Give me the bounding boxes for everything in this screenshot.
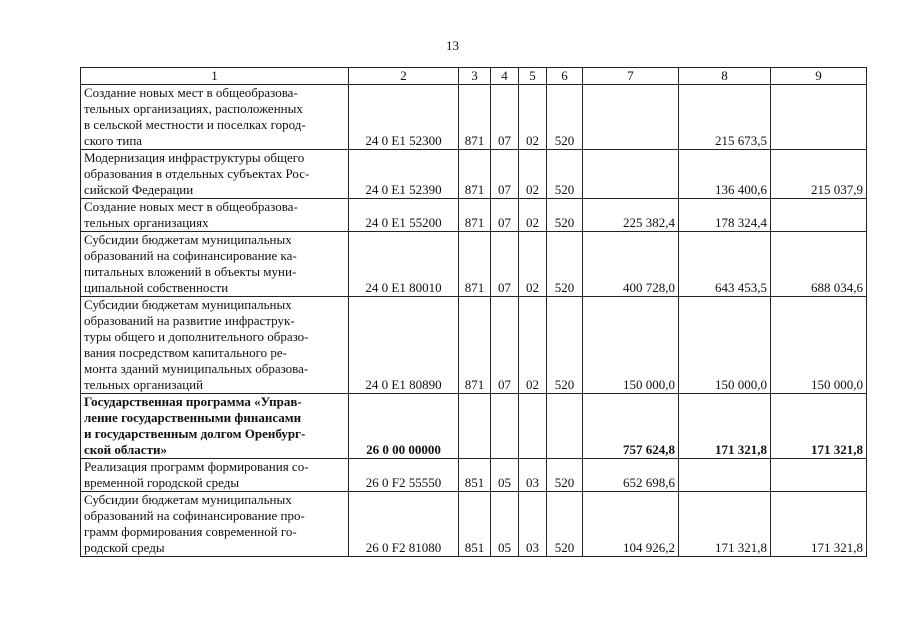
- row-col3: [459, 394, 491, 459]
- row-name: Создание новых мест в общеобразова- тельных организациях, расположенных в сельской местности и поселках город- ского типа: [81, 85, 349, 150]
- row-code: 24 0 E1 52300: [349, 85, 459, 150]
- row-col5: 02: [519, 85, 547, 150]
- row-amount-9: 171 321,8: [771, 394, 867, 459]
- column-header-5: 5: [519, 68, 547, 85]
- row-amount-7: [583, 85, 679, 150]
- row-col5: 02: [519, 232, 547, 297]
- row-code: 24 0 E1 55200: [349, 199, 459, 232]
- table-row: [81, 85, 867, 150]
- row-code: 26 0 F2 81080: [349, 492, 459, 557]
- row-name: Государственная программа «Управ- ление государственными финансами и государственным долгом Оренбург- ской области»: [81, 394, 349, 459]
- table-row: [81, 394, 867, 459]
- row-amount-8: [679, 459, 771, 492]
- column-header-7: 7: [583, 68, 679, 85]
- row-amount-9: [771, 85, 867, 150]
- row-name: Реализация программ формирования со- временной городской среды: [81, 459, 349, 492]
- row-code: 26 0 F2 55550: [349, 459, 459, 492]
- table-header-row: [81, 68, 867, 85]
- row-col6: [547, 394, 583, 459]
- table-row: [81, 150, 867, 199]
- row-amount-7: 652 698,6: [583, 459, 679, 492]
- column-header-1: 1: [81, 68, 349, 85]
- row-amount-9: 688 034,6: [771, 232, 867, 297]
- row-col3: 871: [459, 199, 491, 232]
- row-col6: 520: [547, 459, 583, 492]
- table-row: [81, 297, 867, 394]
- row-name: Субсидии бюджетам муниципальных образований на развитие инфраструк- туры общего и дополнительного образо- вания посредством капитального ре- монта зданий муниципальных образова- тельных организаций: [81, 297, 349, 394]
- row-amount-7: [583, 150, 679, 199]
- row-col4: [491, 394, 519, 459]
- row-amount-7: 225 382,4: [583, 199, 679, 232]
- row-amount-9: [771, 199, 867, 232]
- row-col3: 871: [459, 297, 491, 394]
- row-code: 24 0 E1 80010: [349, 232, 459, 297]
- page-number: 13: [446, 38, 459, 53]
- row-amount-9: 171 321,8: [771, 492, 867, 557]
- row-col3: 871: [459, 232, 491, 297]
- row-amount-8: 215 673,5: [679, 85, 771, 150]
- row-amount-9: 215 037,9: [771, 150, 867, 199]
- column-header-3: 3: [459, 68, 491, 85]
- row-col3: 871: [459, 85, 491, 150]
- row-name: Модернизация инфраструктуры общего образования в отдельных субъектах Рос- сийской Федерации: [81, 150, 349, 199]
- table-row: [81, 232, 867, 297]
- row-col5: 02: [519, 150, 547, 199]
- row-amount-7: 400 728,0: [583, 232, 679, 297]
- column-header-9: 9: [771, 68, 867, 85]
- row-col5: 02: [519, 297, 547, 394]
- row-name: Создание новых мест в общеобразова- тельных организациях: [81, 199, 349, 232]
- row-col6: 520: [547, 85, 583, 150]
- row-col3: 851: [459, 459, 491, 492]
- table-row: [81, 199, 867, 232]
- row-amount-8: 136 400,6: [679, 150, 771, 199]
- row-col4: 07: [491, 232, 519, 297]
- column-header-6: 6: [547, 68, 583, 85]
- row-name: Субсидии бюджетам муниципальных образований на софинансирование ка- питальных вложений в объекты муни- ципальной собственности: [81, 232, 349, 297]
- row-col4: 05: [491, 459, 519, 492]
- row-col6: 520: [547, 492, 583, 557]
- row-col6: 520: [547, 297, 583, 394]
- row-col5: 03: [519, 492, 547, 557]
- column-header-8: 8: [679, 68, 771, 85]
- row-amount-7: 150 000,0: [583, 297, 679, 394]
- column-header-4: 4: [491, 68, 519, 85]
- row-col4: 07: [491, 150, 519, 199]
- row-col4: 07: [491, 199, 519, 232]
- row-amount-9: [771, 459, 867, 492]
- row-col6: 520: [547, 199, 583, 232]
- row-amount-8: 171 321,8: [679, 394, 771, 459]
- row-code: 24 0 E1 52390: [349, 150, 459, 199]
- row-col3: 871: [459, 150, 491, 199]
- row-amount-9: 150 000,0: [771, 297, 867, 394]
- budget-table: [80, 67, 867, 557]
- row-col5: [519, 394, 547, 459]
- table-row: [81, 492, 867, 557]
- row-col3: 851: [459, 492, 491, 557]
- row-amount-7: 104 926,2: [583, 492, 679, 557]
- row-amount-8: 643 453,5: [679, 232, 771, 297]
- row-col4: 05: [491, 492, 519, 557]
- row-col4: 07: [491, 297, 519, 394]
- row-code: 24 0 E1 80890: [349, 297, 459, 394]
- row-name: Субсидии бюджетам муниципальных образований на софинансирование про- грамм формирования современной го- родской среды: [81, 492, 349, 557]
- row-amount-8: 150 000,0: [679, 297, 771, 394]
- row-amount-8: 171 321,8: [679, 492, 771, 557]
- row-col4: 07: [491, 85, 519, 150]
- row-col5: 02: [519, 199, 547, 232]
- row-col6: 520: [547, 150, 583, 199]
- row-col6: 520: [547, 232, 583, 297]
- row-amount-7: 757 624,8: [583, 394, 679, 459]
- column-header-2: 2: [349, 68, 459, 85]
- row-amount-8: 178 324,4: [679, 199, 771, 232]
- table-row: [81, 459, 867, 492]
- row-code: 26 0 00 00000: [349, 394, 459, 459]
- row-col5: 03: [519, 459, 547, 492]
